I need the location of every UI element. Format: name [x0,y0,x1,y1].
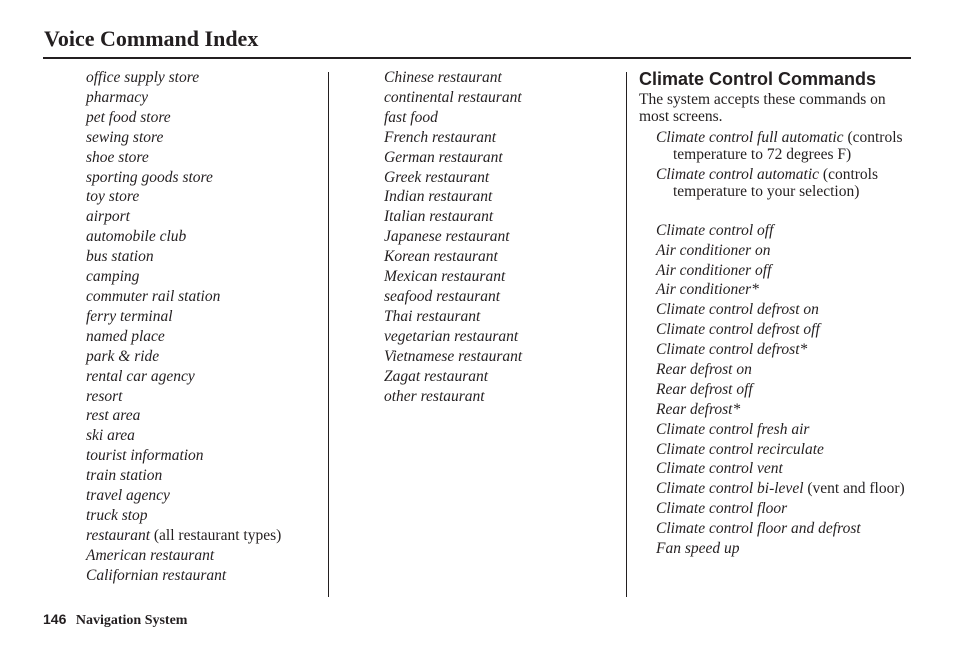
voice-command: German restaurant [384,148,503,166]
voice-command: sewing store [86,128,164,146]
voice-command: Vietnamese restaurant [384,347,523,365]
column-divider-2 [626,72,627,597]
voice-command: toy store [86,188,140,206]
command-list-item [384,367,620,387]
voice-command: other restaurant [384,387,485,405]
voice-command: bus station [86,248,154,266]
climate-intro-text: The system accepts these commands on most screens. [639,91,886,125]
command-list-item [384,108,620,128]
header-rule [43,57,911,59]
climate-command-item [656,480,911,497]
command-list-item [384,267,620,287]
voice-command: Climate control recirculate [656,440,824,458]
command-list-item [86,207,326,227]
command-list-item [86,566,326,586]
voice-command: Climate control full automatic [656,129,844,146]
voice-command: Fan speed up [656,540,740,558]
climate-command-item [656,441,911,458]
page-number: 146 [43,611,67,627]
command-list-item [86,227,326,247]
climate-command-item [656,166,911,200]
voice-command: American restaurant [86,546,215,564]
command-list-item [384,227,620,247]
voice-command: continental restaurant [384,88,522,106]
climate-command-item [656,421,911,438]
voice-command: Climate control floor [656,500,788,518]
voice-command: Indian restaurant [384,188,493,206]
voice-command: ski area [86,427,135,445]
voice-command: office supply store [86,69,200,86]
command-list-item [384,207,620,227]
voice-command: train station [86,467,163,485]
climate-command-list [656,129,911,557]
voice-command: Climate control off [656,221,774,239]
voice-command: Italian restaurant [384,208,494,226]
voice-command: rest area [86,407,141,425]
voice-command: fast food [384,108,438,126]
voice-command: commuter rail station [86,287,221,305]
voice-command: Climate control defrost on [656,301,819,319]
voice-command: Chinese restaurant [384,69,502,86]
voice-command: Greek restaurant [384,168,490,186]
command-list-item [86,486,326,506]
voice-command: Climate control defrost* [656,341,808,359]
destination-commands-column-1 [86,68,326,586]
command-list-item [86,108,326,128]
voice-command: Air conditioner on [656,241,771,259]
command-note: (controls temperature to your selection) [673,165,879,200]
voice-command: pharmacy [86,88,148,106]
voice-command: Rear defrost on [656,361,752,379]
voice-command: Climate control bi-level [656,480,804,498]
command-list-item [86,426,326,446]
command-list-item [86,446,326,466]
voice-command: camping [86,268,140,286]
voice-command: resort [86,387,123,405]
command-list-item [384,128,620,148]
voice-command: Thai restaurant [384,307,481,325]
voice-command: Mexican restaurant [384,268,506,286]
voice-command: Rear defrost off [656,380,753,398]
command-list-item [86,68,326,88]
voice-command: restaurant [86,526,151,544]
voice-command: Rear defrost* [656,400,741,418]
voice-command: automobile club [86,228,187,246]
command-list-item [384,88,620,108]
climate-control-section [639,68,911,560]
voice-command: truck stop [86,506,148,524]
climate-command-item [656,540,911,557]
command-list-item [86,347,326,367]
climate-command-item [656,321,911,338]
voice-command: tourist information [86,447,204,465]
voice-command: Climate control automatic [656,165,820,183]
climate-section-heading: Climate Control Commands [639,69,877,89]
command-list-item [384,168,620,188]
voice-command: airport [86,208,130,226]
voice-command: rental car agency [86,367,195,385]
climate-command-item [656,341,911,358]
command-list-item [86,506,326,526]
command-list-item [86,546,326,566]
climate-command-item [656,242,911,259]
command-note: (vent and floor) [807,480,905,498]
command-list-item [86,466,326,486]
climate-command-item [656,129,911,163]
voice-command: Californian restaurant [86,566,227,584]
voice-command: Korean restaurant [384,248,498,266]
command-list-item [384,287,620,307]
voice-command: Zagat restaurant [384,367,489,385]
voice-command: Air conditioner* [656,281,759,299]
climate-command-item [656,401,911,418]
command-list-item [384,247,620,267]
climate-command-item [656,281,911,298]
voice-command: Climate control fresh air [656,420,810,438]
list-spacer [656,203,911,222]
command-list-item [86,367,326,387]
command-list-item [86,168,326,188]
command-list-item [86,88,326,108]
voice-command: shoe store [86,148,149,166]
command-list-item [86,307,326,327]
command-list-item [384,68,620,88]
voice-command: park & ride [86,347,160,365]
voice-command: French restaurant [384,128,497,146]
command-note: (controls temperature to 72 degrees F) [673,129,903,163]
voice-command: Climate control defrost off [656,321,820,339]
command-list-item [384,387,620,407]
voice-command: Japanese restaurant [384,228,510,246]
command-list-item [86,128,326,148]
command-list-item [86,148,326,168]
page-title: Voice Command Index [44,26,259,51]
voice-command: seafood restaurant [384,287,501,305]
climate-command-item [656,262,911,279]
climate-command-item [656,301,911,318]
command-list-item [384,307,620,327]
column-divider-1 [328,72,329,597]
destination-commands-column-2 [384,68,620,406]
climate-command-item [656,361,911,378]
climate-command-item [656,381,911,398]
voice-command: Climate control vent [656,460,783,478]
command-list-item [384,327,620,347]
command-list-item [86,387,326,407]
page-footer [43,611,187,629]
command-list-item [86,327,326,347]
command-list-item [384,148,620,168]
command-note: (all restaurant types) [153,526,282,544]
voice-command: Air conditioner off [656,261,772,279]
command-list-item [86,187,326,207]
voice-command: ferry terminal [86,307,173,325]
command-list-item [384,347,620,367]
climate-command-item [656,460,911,477]
climate-command-item [656,520,911,537]
voice-command: pet food store [86,108,171,126]
footer-section-name: Navigation System [75,613,188,628]
voice-command: named place [86,327,165,345]
voice-command: sporting goods store [86,168,213,186]
command-list-item [86,247,326,267]
climate-command-item [656,500,911,517]
command-list-item [86,526,326,546]
voice-command: travel agency [86,487,170,505]
command-list-item [86,267,326,287]
climate-command-item [656,222,911,239]
command-list-item [86,287,326,307]
voice-command: vegetarian restaurant [384,327,519,345]
command-list-item [384,187,620,207]
voice-command: Climate control floor and defrost [656,520,861,538]
command-list-item [86,406,326,426]
